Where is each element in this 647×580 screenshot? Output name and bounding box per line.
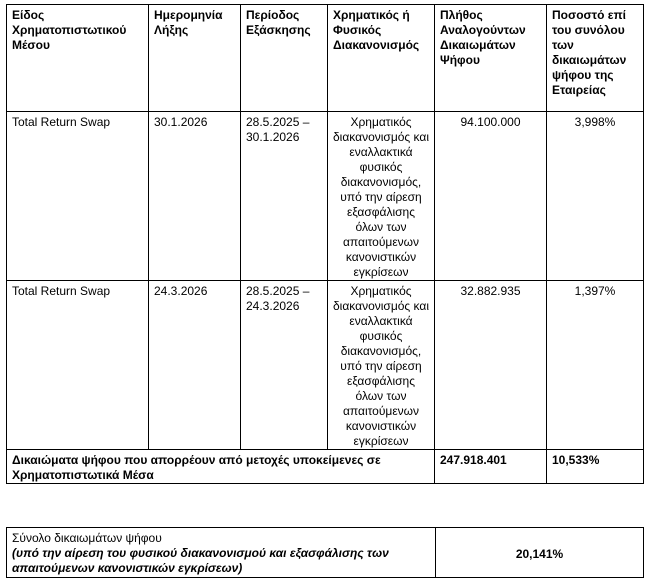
cell-expiry: 24.3.2026 — [149, 281, 241, 450]
cell-instrument: Total Return Swap — [7, 112, 149, 281]
header-row — [7, 5, 644, 112]
header-percent: Ποσοστό επί του συνόλου των δικαιωμάτων ψήφου της Εταιρείας — [547, 5, 644, 112]
header-period: Περίοδος Εξάσκησης — [241, 5, 328, 112]
header-instrument: Είδος Χρηματοπιστωτικού Μέσου — [7, 5, 149, 112]
cell-period: 28.5.2025 – 24.3.2026 — [241, 281, 328, 450]
cell-settlement: Χρηματικός διακανονισμός και εναλλακτικά φυσικός διακανονισμός, υπό την αίρεση εξασφάλισης όλων των απαιτούμενων κανονιστικών εγκρίσεων — [328, 281, 435, 450]
header-settlement: Χρηματικός ή Φυσικός Διακανονισμός — [328, 5, 435, 112]
total-votes: 247.918.401 — [435, 450, 547, 484]
total-label: Δικαιώματα ψήφου που απορρέουν από μετοχές υποκείμενες σε Χρηματοπιστωτικά Μέσα — [7, 450, 435, 484]
cell-votes: 94.100.000 — [435, 112, 547, 281]
header-votes: Πλήθος Αναλογούντων Δικαιωμάτων Ψήφου — [435, 5, 547, 112]
header-expiry: Ημερομηνία Λήξης — [149, 5, 241, 112]
cell-expiry: 30.1.2026 — [149, 112, 241, 281]
summary-row — [7, 528, 644, 578]
summary-table — [6, 527, 644, 578]
table-row — [7, 281, 644, 450]
summary-note: (υπό την αίρεση του φυσικού διακανονισμού και εξασφάλισης των απαιτούμενων κανονιστικών εγκρίσεων) — [12, 546, 389, 575]
cell-percent: 3,998% — [547, 112, 644, 281]
cell-percent: 1,397% — [547, 281, 644, 450]
summary-value: 20,141% — [436, 528, 644, 578]
total-percent: 10,533% — [547, 450, 644, 484]
cell-period: 28.5.2025 – 30.1.2026 — [241, 112, 328, 281]
cell-instrument: Total Return Swap — [7, 281, 149, 450]
summary-title: Σύνολο δικαιωμάτων ψήφου — [12, 531, 162, 545]
total-row — [7, 450, 644, 484]
table-row — [7, 112, 644, 281]
cell-settlement: Χρηματικός διακανονισμός και εναλλακτικά φυσικός διακανονισμός, υπό την αίρεση εξασφάλισης όλων των απαιτούμενων κανονιστικών εγκρίσεων — [328, 112, 435, 281]
instruments-table — [6, 4, 644, 484]
cell-votes: 32.882.935 — [435, 281, 547, 450]
summary-label-cell — [7, 528, 436, 578]
